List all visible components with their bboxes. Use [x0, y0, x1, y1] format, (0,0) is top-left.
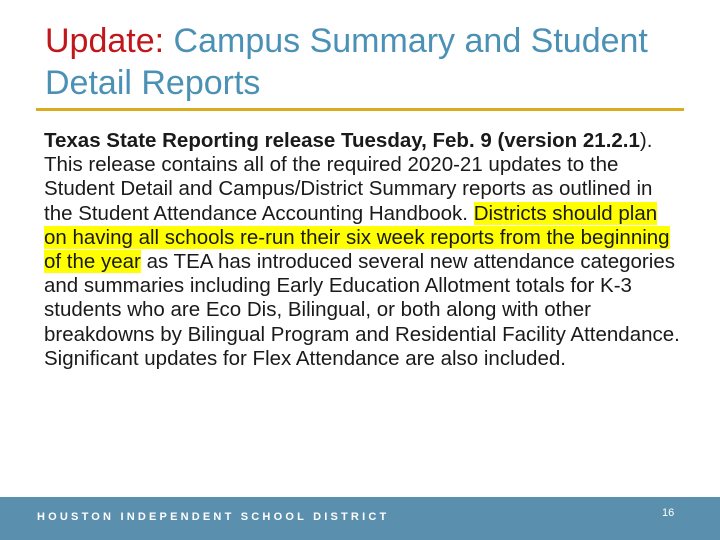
- title-divider: [36, 108, 684, 111]
- title-lead: Update:: [45, 22, 165, 60]
- body-highlight: Districts should plan on having all schools re-run their six week reports from the beginning of the year: [44, 201, 670, 274]
- slide-title: [45, 20, 695, 104]
- body-text-2: as TEA has introduced several new attendance categories and summaries including Early Education Allotment totals for K-3 students who are Eco Dis, Bilingual, or both along with other breakdowns by Bilingual Program and Residential Facility Attendance. Significant updates for Flex Attendance are also included.: [44, 250, 680, 370]
- footer-bar: [0, 497, 720, 540]
- body-paragraph: [44, 129, 684, 371]
- title-rest: Campus Summary and Student Detail Reports: [45, 22, 648, 102]
- body-text-1: ). This release contains all of the required 2020-21 updates to the Student Detail and Campus/District Summary reports as outlined in the Student Attendance Accounting Handbook.: [44, 129, 653, 225]
- footer-district-name: HOUSTON INDEPENDENT SCHOOL DISTRICT: [37, 511, 390, 523]
- body-bold-intro: Texas State Reporting release Tuesday, Feb. 9 (version 21.2.1: [44, 129, 640, 152]
- page-number: 16: [662, 507, 675, 519]
